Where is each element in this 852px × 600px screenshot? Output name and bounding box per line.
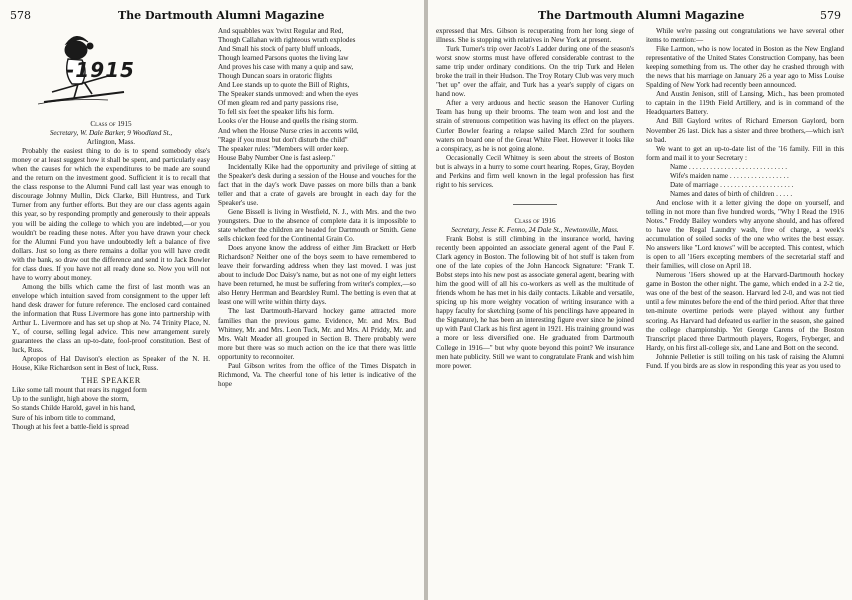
paragraph: Turk Turner's trip over Jacob's Ladder during one of the season's worst snow storms must have offered considerable contrast to the same trip under ordinary conditions. On the trip Turk and Helen broke the trail in their Hudson. The Troy Rotary Club was very much "het up" over the affair, and Turk has a year's supply of cigars on hand now. bbox=[436, 45, 634, 99]
paragraph: And Austin Jenison, still of Lansing, Mich., has been promoted to captain in the 119th Field Artillery, and is in command of the Headquarters Battery. bbox=[646, 90, 844, 117]
poem-line: So stands Childe Harold, gavel in his hand, bbox=[12, 404, 136, 413]
paragraph: We want to get an up-to-date list of the '16 family. Fill in this form and mail it to your Secretary : bbox=[646, 144, 844, 162]
poem-line: And proves his case with many a quip and saw, bbox=[218, 63, 354, 72]
paragraph: Numerous '16ers showed up at the Harvard-Dartmouth hockey game in Boston the other night. The game, which ended in a 2-2 tie, was one of the best of the season. Harvard led 2-0, and was not tied until a few minutes before the end of the third period. After that three ten-minute overtime periods were played without any further scoring. As Harvard had defeated us earlier in the season, she gained the college championship. Yet George Carens of the Boston Transcript placed three Dartmouth players, Rogers, Fryberger, and Hardy, on his first all-college six, and Lane and Bott on the second. bbox=[646, 271, 844, 352]
class-1915-heading: Class of 1915 bbox=[90, 120, 132, 128]
poem-line: And Lee stands up to quote the Bill of Rights, bbox=[218, 81, 350, 90]
poem-line: To fell six feet the speaker lifts his form. bbox=[218, 108, 334, 117]
poem-line: The speaker rules: "Members will order keep. bbox=[218, 144, 349, 153]
paragraph: Occasionally Cecil Whitney is seen about the streets of Boston but is always in a hurry to some court hearing. Ropes, Gray, Boyden and Perkins and firm well known in the legal profession has first right to his services. bbox=[436, 153, 634, 189]
poem-line: Of men gleam red and party passions rise, bbox=[218, 99, 339, 108]
secretary-1915: Secretary, W. Dale Barker, 9 Woodland St., bbox=[49, 129, 173, 138]
class-1916-heading: Class of 1916 bbox=[514, 216, 556, 225]
paragraph: expressed that Mrs. Gibson is recuperating from her long siege of illness. She is stopping with relatives in New York at present. bbox=[436, 27, 634, 45]
form-line: Wife's maiden name . . . . . . . . . . . . . . . . . bbox=[670, 171, 789, 180]
poem-line: Though Callahan with righteous wrath explodes bbox=[218, 36, 356, 45]
poem-line: Looks o'er the House and quells the rising storm. bbox=[218, 117, 358, 126]
right-col-2 bbox=[646, 27, 844, 371]
page-number-right: 579 bbox=[820, 9, 841, 22]
poem-line: And when the House Nurse cries in accents wild, bbox=[218, 126, 359, 135]
left-col-1 bbox=[12, 118, 210, 432]
poem-title: THE SPEAKER bbox=[81, 376, 141, 386]
poem-line: And squabbles wax 'twixt Regular and Red, bbox=[218, 27, 344, 35]
paragraph: Fike Larmon, who is now located in Boston as the New England representative of the United States Construction Company, has been keeping something from us. The other day he crashed through with the news that his marriage on January 26 a year ago to Miss Louise Spalding of New York had recently been announced. bbox=[646, 45, 844, 90]
paragraph: The last Dartmouth-Harvard hockey game attracted more families than the previous game. Evidence, Mr. and Mrs. Bud Whitney, Mr. and Mrs. Leon Tuck, Mr. and Mrs. Al Priddy, Mr. and Mrs. Walt Meader all grouped in Section B. There probably were more but there was so much action on the ice that there was little opportunity to reconnoiter. bbox=[218, 307, 416, 361]
poem-line: Like some tall mount that rears its rugged form bbox=[12, 386, 147, 395]
section-divider bbox=[513, 204, 557, 205]
poem-line: Though Duncan soars in oratoric flights bbox=[218, 72, 333, 81]
paragraph: Apropos of Hal Davison's election as Speaker of the N. H. House, Kike Richardson sent in Best of luck, Russ. bbox=[12, 355, 210, 373]
form-line: Names and dates of birth of children . . . . . bbox=[670, 189, 793, 198]
paragraph: Gene Bissell is living in Westfield, N. J., with Mrs. and the two youngsters. Due to the absence of complete data it is impossible to state whether the children are headed for Dartmouth or Smith. Gene sells chicken feed for the Continental Grain Co. bbox=[218, 207, 416, 244]
poem-line: The Speaker stands unmoved: and when the eyes bbox=[218, 90, 359, 99]
paragraph: Incidentally Kike had the opportunity and privilege of sitting at the Speaker's desk during a session of the House and vouches for the fact that in the day's work Dave passes on more bills than a bank teller and that a crate of gavels are brought in each day for the Speaker's use. bbox=[218, 162, 416, 207]
paragraph: Johnnie Pelletier is still toiling on his task of raising the Alumni Fund. If you birds are as slow in responding this year as you used to bbox=[646, 352, 844, 370]
paragraph: Among the bills which came the first of last month was an envelope which intuition saved from consignment to the upper left hand desk drawer for future reference. The enclosed card contained the information that Russ Livermore has gone into partnership with Arthur L. Livermore and has set up shop at No. 74 Trinity Place, N. Y., of course, selling legal advice. This new arrangement surely guarantees the class an up-to-date, fool-proof constitution. Best of luck, Russ. bbox=[12, 282, 210, 355]
page-header-right: The Dartmouth Alumni Magazine bbox=[538, 9, 745, 22]
poem-line: "Rage if you must but don't disturb the child" bbox=[218, 135, 348, 144]
paragraph: After a very arduous and hectic season the Hanover Curling Team has hung up their brooms. The team won and lost and the strain of strenuous competition was having its effect on the players. Curler Bowler fearing a relapse sailed March 23rd for southern waters on board one of the Great White Fleet. However it looks like a conspiracy, as he is not going alone. bbox=[436, 99, 634, 153]
poem-line: House Baby Number One is fast asleep." bbox=[218, 153, 335, 162]
class-year-banner: -1915 bbox=[66, 58, 135, 82]
paragraph: And enclose with it a letter giving the dope on yourself, and telling in not more than five hundred words, "Why I Read the 1916 Notes." Freddy Bailey wonders why anyone should, and has offered to have the Regal Laundry wash, free of charge, a week's accumulation of soiled socks of the one who writes the best essay. No answers like "Lord knows" will be accepted. This contest, which is open to all '16ers excepting members of the secretarial staff and their families, will close on April 18. bbox=[646, 198, 844, 271]
left-page bbox=[0, 0, 424, 600]
form-line: Name . . . . . . . . . . . . . . . . . . . . . . . . . . . . bbox=[670, 162, 788, 171]
page-number-left: 578 bbox=[10, 9, 31, 22]
paragraph: Frank Bobst is still climbing in the insurance world, having recently been appointed an associate general agent of the Paul F. Clark agency in Boston. The following bit of hot stuff is taken from one of the late copies of the John Hancock Signature: "Frank T. Bobst steps into his new post as associate general agent, bearing with him the good will of all his co-workers as well as the multitude of friends whom he has met in his daily contacts. Likable and versatile, spicing up his more weighty vocation of writing insurance with a happy faculty for sketching (some of his pencilings have appeared in the Signature), he has been an interesting figure ever since he joined up with Paul Clark as his first agent in 1921. His training ground was a more or less diversified one. He graduated from Dartmouth College in 1916—" but why quote beyond this point? We insurance men hate publicity. Still we want to congratulate Frank and wish him more power. bbox=[436, 234, 634, 370]
secretary-1916: Secretary, Jesse K. Fenno, 24 Dale St., Newtonville, Mass. bbox=[451, 225, 619, 234]
paragraph: Does anyone know the address of either Jim Brackett or Herb Richardson? Neither one of the boys seem to have remembered to leave their forwarding address when they last moved. I was just about to include Doc Daisy's name, but as not one of my eight letters have been returned, he must be suffering from writer's complex,—so also Henry Herrman and Beardsley Ruml. The betting is even that at least one will write within thirty days. bbox=[218, 244, 416, 307]
paragraph: Paul Gibson writes from the office of the Times Dispatch in Richmond, Va. The cheerful tone of his letter is indicative of the hope bbox=[218, 361, 416, 388]
secretary-address-1915: Arlington, Mass. bbox=[86, 138, 136, 147]
poem-line: Though at his feet a battle-field is spread bbox=[12, 422, 129, 431]
poem-line: Sure of his inborn title to command, bbox=[12, 413, 116, 422]
poem-line: Though learned Parsons quotes the living law bbox=[218, 54, 349, 63]
paragraph: While we're passing out congratulations we have several other items to mention:— bbox=[646, 27, 844, 45]
right-col-1 bbox=[436, 27, 634, 371]
right-page bbox=[428, 0, 852, 600]
paragraph: And Bill Gaylord writes of Richard Emerson Gaylord, born November 26 last. Dick has a sister and three brothers,—which isn't so bad. bbox=[646, 117, 844, 144]
page-header-left: The Dartmouth Alumni Magazine bbox=[118, 9, 325, 22]
left-col-2 bbox=[218, 27, 416, 389]
poem-line: Up to the sunlight, high above the storm, bbox=[12, 395, 129, 404]
form-line: Date of marriage . . . . . . . . . . . . . . . . . . . . . bbox=[670, 180, 794, 189]
paragraph: Probably the easiest thing to do is to spend somebody else's money or at least suggest how it shall be spent, and particularly easy when the causes for which the expenditures to be made are sound and the return on the investment good. Sufficient it is to recall that the class response to the Alumni Fund call last year was enough to discourage Johnny Mullin, Dick Clarke, Bill Huntress, and Turk Turner from any further efforts. But they are our class agents again this year, so by responding promptly and generously to their appeals you will be aiding the college to which you are indebted,—or you wouldn't be reading these notes. After you have drawn your check for the Alumni Fund you have undoubtedly left a balance of five dollars. Just so long as there remains a dollar you will have credit with the bank, so draw out the difference and send it to Jack Bowler for class dues. If you have not all ready done so. Now you will not have to worry about money. bbox=[12, 147, 210, 282]
poem-line: And Small his stock of party bluff unloads, bbox=[218, 45, 342, 54]
